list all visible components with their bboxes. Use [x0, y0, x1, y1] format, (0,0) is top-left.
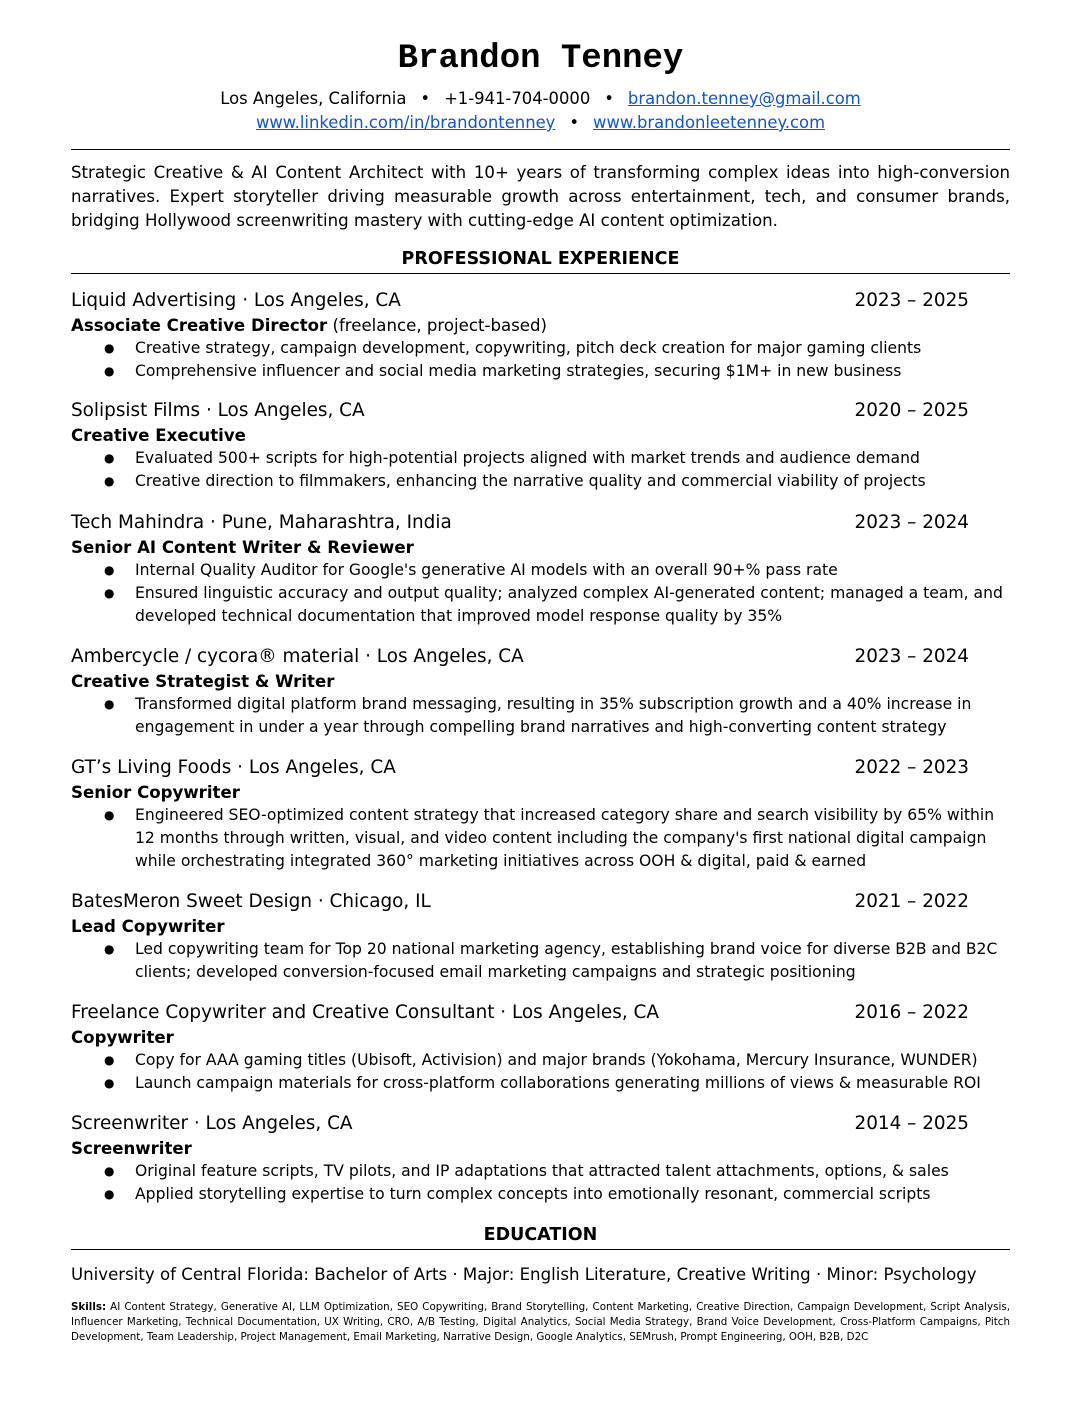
job-bullet: ● Creative strategy, campaign development, copywriting, pitch deck creation for major gaming clients: [71, 337, 1010, 360]
job-bullet: ● Original feature scripts, TV pilots, and IP adaptations that attracted talent attachments, options, & sales: [71, 1160, 1010, 1183]
job-title: Lead Copywriter: [71, 917, 225, 936]
location: Los Angeles, California: [220, 89, 407, 108]
job-bullet: ● Engineered SEO-optimized content strategy that increased category share and search visibility by 65% within 12 months through written, visual, and video content including the company's first national digital campaign while orchestrating integrated 360° marketing initiatives across OOH & digital, paid & earned: [71, 804, 1010, 873]
job-title: Copywriter: [71, 1028, 174, 1047]
job-title: Creative Strategist & Writer: [71, 672, 335, 691]
candidate-name: Brandon Tenney: [397, 40, 684, 78]
job-dates: 2022 – 2023: [854, 757, 969, 778]
job-company: Freelance Copywriter and Creative Consultant · Los Angeles, CA: [71, 1002, 659, 1023]
job-title: Associate Creative Director: [71, 316, 328, 335]
job-bullet: ● Applied storytelling expertise to turn complex concepts into emotionally resonant, commercial scripts: [71, 1183, 1010, 1206]
education-divider: [71, 1249, 1010, 1250]
separator-dot: •: [420, 89, 431, 108]
professional-summary: Strategic Creative & AI Content Architect with 10+ years of transforming complex ideas into high-conversion narratives. Expert storyteller driving measurable growth across entertainment, tech, and consumer brands, bridging Hollywood screenwriting mastery with cutting-edge AI content optimization.: [71, 163, 1010, 230]
experience-divider: [71, 273, 1010, 274]
job-company: Screenwriter · Los Angeles, CA: [71, 1113, 353, 1134]
linkedin-link[interactable]: www.linkedin.com/in/brandontenney: [255, 113, 556, 132]
contact-line-2: [71, 111, 1010, 135]
job-company: BatesMeron Sweet Design · Chicago, IL: [71, 891, 431, 912]
separator-dot: •: [569, 113, 580, 132]
separator-dot: •: [604, 89, 614, 108]
website-link[interactable]: www.brandonleetenney.com: [593, 113, 826, 132]
job-dates: 2020 – 2025: [854, 400, 969, 421]
job-entry: [71, 644, 1010, 739]
job-company: Solipsist Films · Los Angeles, CA: [71, 400, 365, 421]
job-bullet: ● Comprehensive influencer and social media marketing strategies, securing $1M+ in new business: [71, 360, 1010, 383]
contact-line-1: [71, 87, 1010, 111]
job-title: Senior Copywriter: [71, 783, 240, 802]
job-bullet: ● Launch campaign materials for cross-platform collaborations generating millions of views & measurable ROI: [71, 1072, 1010, 1095]
education-heading: EDUCATION: [483, 1225, 598, 1245]
job-bullet: ● Transformed digital platform brand messaging, resulting in 35% subscription growth and a 40% increase in engagement in under a year through compelling brand narratives and high-converting content strategy: [71, 693, 1010, 739]
job-company: Ambercycle / cycora® material · Los Angeles, CA: [71, 646, 524, 667]
experience-heading: PROFESSIONAL EXPERIENCE: [401, 249, 680, 269]
job-dates: 2023 – 2025: [854, 290, 969, 311]
job-bullet: ● Creative direction to filmmakers, enhancing the narrative quality and commercial viability of projects: [71, 470, 1010, 493]
job-entry: [71, 398, 1010, 493]
job-dates: 2021 – 2022: [854, 891, 969, 912]
job-bullet: ● Internal Quality Auditor for Google's generative AI models with an overall 90+% pass rate: [71, 559, 1010, 582]
education-entry: University of Central Florida: Bachelor of Arts · Major: English Literature, Creative Writing · Minor: Psychology: [71, 1265, 977, 1284]
job-entry: [71, 288, 1010, 383]
job-entry: [71, 755, 1010, 873]
job-bullet: ● Evaluated 500+ scripts for high-potential projects aligned with market trends and audience demand: [71, 447, 1010, 470]
job-title: Senior AI Content Writer & Reviewer: [71, 538, 414, 557]
job-dates: 2014 – 2025: [854, 1113, 969, 1134]
job-dates: 2023 – 2024: [854, 512, 969, 533]
job-title-note: (freelance, project-based): [327, 316, 548, 335]
job-dates: 2016 – 2022: [854, 1002, 969, 1023]
job-bullet: ● Copy for AAA gaming titles (Ubisoft, Activision) and major brands (Yokohama, Mercury Insurance, WUNDER): [71, 1049, 1010, 1072]
job-bullet: ● Ensured linguistic accuracy and output quality; analyzed complex AI-generated content; managed a team, and developed technical documentation that improved model response quality by 35%: [71, 582, 1010, 628]
job-entry: [71, 510, 1010, 628]
job-entry: [71, 889, 1010, 984]
job-company: Tech Mahindra · Pune, Maharashtra, India: [71, 512, 452, 533]
job-entry: [71, 1111, 1010, 1206]
job-title: Screenwriter: [71, 1139, 192, 1158]
header-divider: [71, 149, 1010, 150]
job-dates: 2023 – 2024: [854, 646, 969, 667]
job-title: Creative Executive: [71, 426, 246, 445]
skills-block: [71, 1300, 1010, 1345]
job-company: GT’s Living Foods · Los Angeles, CA: [71, 757, 396, 778]
job-bullet: ● Led copywriting team for Top 20 national marketing agency, establishing brand voice for diverse B2B and B2C clients; developed conversion-focused email marketing campaigns and strategic positioning: [71, 938, 1010, 984]
skills-label: Skills:: [71, 1301, 107, 1313]
job-company: Liquid Advertising · Los Angeles, CA: [71, 290, 401, 311]
job-entry: [71, 1000, 1010, 1095]
phone: +1-941-704-0000: [444, 89, 591, 108]
email-link[interactable]: brandon.tenney@gmail.com: [627, 89, 861, 108]
skills-list: AI Content Strategy, Generative AI, LLM Optimization, SEO Copywriting, Brand Storytelling, Content Marketing, Creative Direction, Campaign Development, Script Analysis, Influencer Marketing, Technical Documentation, UX Writing, CRO, A/B Testing, Digital Analytics, Social Media Strategy, Brand Voice Development, Cross-Platform Campaigns, Pitch Development, Team Leadership, Project Management, Email Marketing, Narrative Design, Google Analytics, SEMrush, Prompt Engineering, OOH, B2B, D2C: [71, 1301, 1010, 1343]
